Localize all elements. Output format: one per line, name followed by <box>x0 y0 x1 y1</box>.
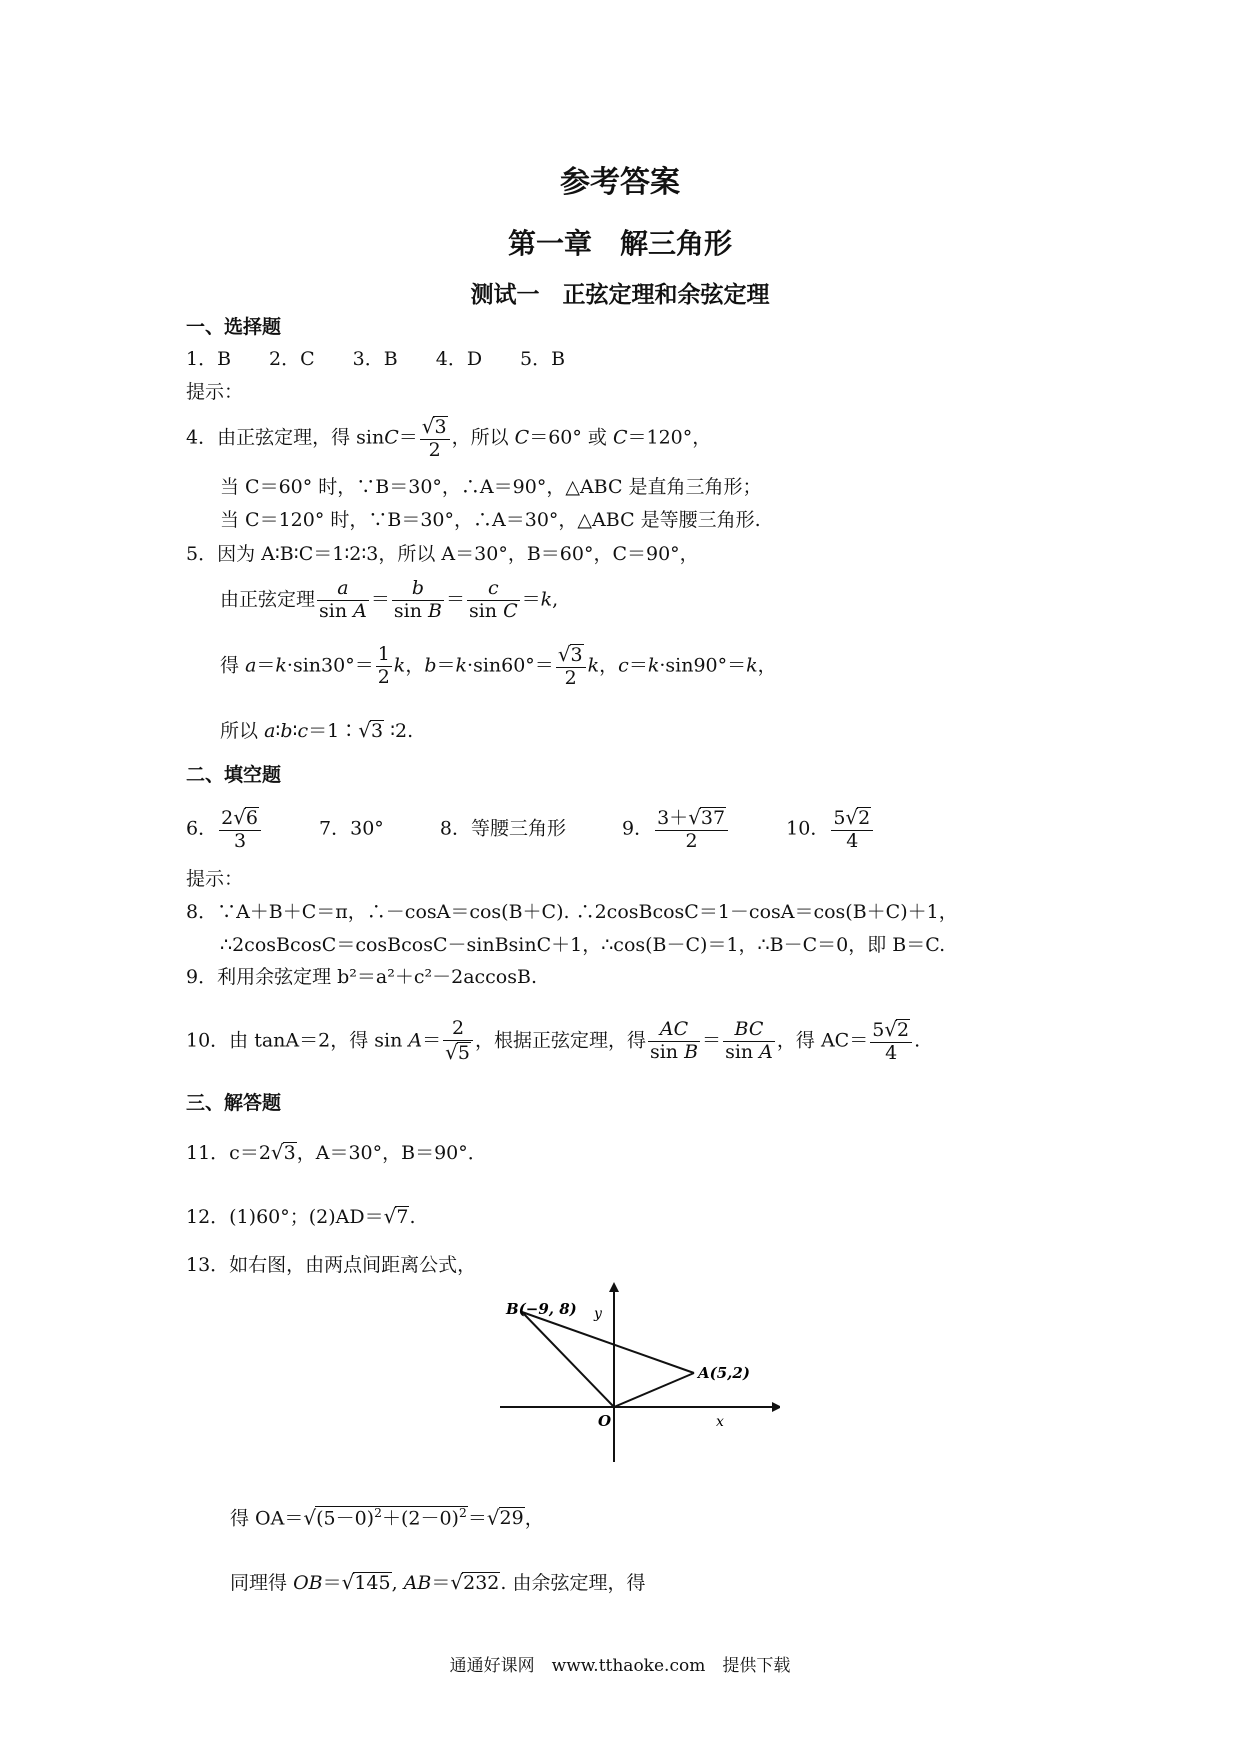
hint-label-2: 提示： <box>186 868 244 890</box>
q13-oa: 得 $OA=√(5-0)^2+(2-0)^2=√29$， <box>230 1505 544 1530</box>
q13-ob: 同理得 OB＝√145, AB＝√232. 由余弦定理，得 <box>230 1570 646 1594</box>
hint8-line2: ∴2cosBcosC＝cosBcosC－sinBsinC＋1，∴cos(B－C)＝1，∴B－C＝0，即 B＝C. <box>220 934 946 956</box>
page-title: 参考答案 <box>560 165 680 200</box>
q11-answer: 11．c＝2√3，A＝30°，B＝90°． <box>186 1140 487 1164</box>
coordinate-figure <box>490 1280 780 1470</box>
section-heading-solve: 三、解答题 <box>186 1092 282 1114</box>
hint10-line: 10．由 tanA＝2，得 sin A＝ $\frac{2}{√5}$ ，根据正弦定理，得 $\frac{AC}{\text{sin B}}$ ＝ $\frac{BC}{\text{sin A}}$ ，得 AC＝ $\frac{5√2}{4}$ . <box>186 1017 921 1064</box>
q4-line3: 当 C＝120° 时，∵B＝30°，∴A＝30°，△ABC 是等腰三角形. <box>220 509 761 531</box>
segment-oa <box>614 1373 694 1407</box>
q4-line2: 当 C＝60° 时，∵B＝30°，∴A＝90°，△ABC 是直角三角形； <box>220 476 762 498</box>
footer: 通通好课网 www.tthaoke.com 提供下载 <box>449 1656 791 1676</box>
label-y: y <box>594 1306 602 1322</box>
label-x: x <box>716 1414 724 1430</box>
test-title: 测试一 正弦定理和余弦定理 <box>470 282 770 308</box>
q5-line3: 得 a＝k·sin30°＝ $\frac{1}{2}$ k，b＝k·sin60°＝ $\frac{√3}{2}$ k，c＝k·sin90°＝k， <box>220 642 777 689</box>
label-o: O <box>598 1412 612 1430</box>
fill-answers: 6． $\frac{2√6}{3}$ 7．30° 8．等腰三角形 9． $\frac{3+√37}{2}$ 10． $\frac{5√2}{4}$ <box>186 806 875 853</box>
hint-label: 提示： <box>186 381 244 403</box>
x-axis-arrow <box>772 1402 780 1412</box>
q5-line2: 由正弦定理 $\frac{a}{\text{sin A}}$ ＝ $\frac{b}{\text{sin B}}$ ＝ $\frac{c}{\text{sin C}}$ ＝k, <box>220 577 559 622</box>
chapter-title: 第一章 解三角形 <box>507 227 732 260</box>
y-axis-arrow <box>609 1282 619 1292</box>
label-b: B(−9, 8) <box>506 1300 577 1318</box>
section-heading-fill: 二、填空题 <box>186 764 282 786</box>
segment-ob <box>522 1312 614 1407</box>
label-a: A(5,2) <box>698 1364 750 1382</box>
q5-line4: 所以 a∶b∶c＝1∶√3 ∶2. <box>220 718 414 742</box>
hint9-line: 9．利用余弦定理 b²＝a²＋c²－2accosB. <box>186 966 537 988</box>
choice-answers: 1．B 2．C 3．B 4．D 5．B <box>186 348 566 370</box>
q4-line1: 4．由正弦定理，得 sinC＝ $\frac{√3}{2}$ ，所以 C＝60° 或 C＝120°， <box>186 414 712 461</box>
segment-ab <box>522 1312 694 1373</box>
hint8-line1: 8．∵A＋B＋C＝π，∴－cosA＝cos(B＋C). ∴2cosBcosC＝1－cosA＝cos(B＋C)＋1， <box>186 901 958 923</box>
q5-line1: 5．因为 A∶B∶C＝1∶2∶3，所以 A＝30°，B＝60°，C＝90°， <box>186 543 699 565</box>
q12-answer: 12．(1)60°；(2)AD＝√7. <box>186 1204 416 1228</box>
section-heading-choice: 一、选择题 <box>186 316 282 338</box>
q13-line: 13．如右图，由两点间距离公式， <box>186 1254 477 1276</box>
